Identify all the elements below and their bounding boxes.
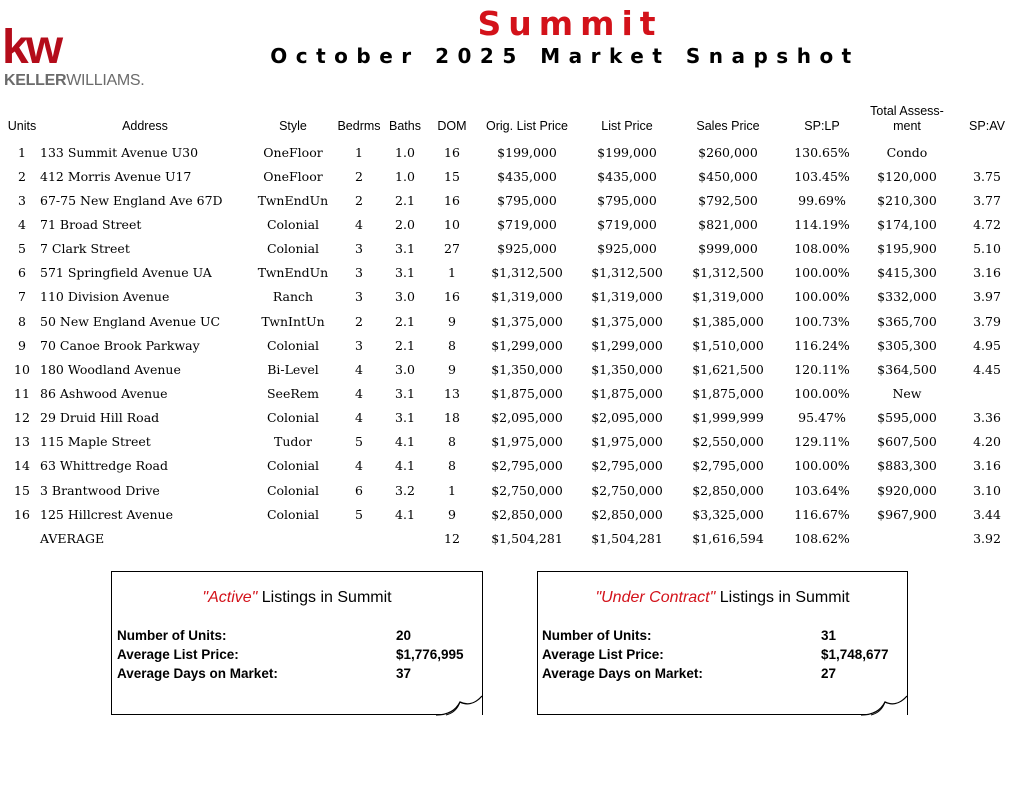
assessment-cell: $305,300 xyxy=(877,337,937,353)
kw-logo-mark: kw xyxy=(2,21,61,74)
contract-units-value: 31 xyxy=(821,628,837,643)
baths-cell: 4.1 xyxy=(395,506,415,522)
active-listings-box xyxy=(111,571,483,715)
list-price-cell: $1,350,000 xyxy=(591,361,663,377)
dom-cell: 18 xyxy=(444,410,460,426)
baths-cell: 3.0 xyxy=(395,361,415,377)
sp-av-cell: 3.97 xyxy=(973,289,1001,305)
col-header-baths: Baths xyxy=(389,119,421,133)
sales-price-cell: $792,500 xyxy=(698,192,758,208)
orig-list-price-cell: $719,000 xyxy=(497,216,557,232)
sp-lp-cell: 114.19% xyxy=(794,216,850,232)
orig-list-price-cell: $2,850,000 xyxy=(491,506,563,522)
address-cell: 412 Morris Avenue U17 xyxy=(40,168,192,184)
list-price-cell: $1,312,500 xyxy=(591,265,663,281)
list-price-cell: $1,375,000 xyxy=(591,313,663,329)
sales-price-cell: $999,000 xyxy=(698,241,758,257)
orig-list-price-cell: $2,095,000 xyxy=(491,410,563,426)
address-cell: 70 Canoe Brook Parkway xyxy=(40,337,200,353)
sp-lp-cell: 100.73% xyxy=(794,313,850,329)
sp-av-cell: 3.36 xyxy=(973,410,1001,426)
table-row xyxy=(4,454,1024,478)
col-header-orig-list-price: Orig. List Price xyxy=(486,119,568,133)
table-row xyxy=(4,261,1024,285)
col-header-style: Style xyxy=(279,119,307,133)
list-price-cell: $1,319,000 xyxy=(591,289,663,305)
orig-list-price-cell: $1,319,000 xyxy=(491,289,563,305)
dom-cell: 16 xyxy=(444,144,460,160)
style-cell: OneFloor xyxy=(263,144,323,160)
contract-units-label: Number of Units: xyxy=(542,628,652,643)
contract-price-label: Average List Price: xyxy=(542,647,664,662)
bedrooms-cell: 4 xyxy=(355,385,363,401)
sp-lp-cell: 103.64% xyxy=(794,482,850,498)
address-cell: 180 Woodland Avenue xyxy=(40,361,181,377)
col-header-sp-lp: SP:LP xyxy=(804,119,840,133)
unit-cell: 10 xyxy=(14,361,30,377)
baths-cell: 2.0 xyxy=(395,216,415,232)
page-title: Summit xyxy=(477,4,663,43)
unit-cell: 4 xyxy=(18,216,26,232)
sales-price-cell: $1,312,500 xyxy=(692,265,764,281)
assessment-cell: $883,300 xyxy=(877,458,937,474)
assessment-cell: $364,500 xyxy=(877,361,937,377)
table-row xyxy=(4,309,1024,333)
bedrooms-cell: 2 xyxy=(355,168,363,184)
active-box-title-emphasis: "Active" xyxy=(202,589,258,606)
col-header-assess-line1: Total Assess- xyxy=(870,104,944,118)
unit-cell: 7 xyxy=(18,289,26,305)
address-cell: 110 Division Avenue xyxy=(40,289,170,305)
orig-list-price-cell: $1,299,000 xyxy=(491,337,563,353)
logo-reg-mark: . xyxy=(140,72,145,89)
unit-cell: 14 xyxy=(14,458,30,474)
style-cell xyxy=(250,526,336,550)
address-cell: 67-75 New England Ave 67D xyxy=(40,192,223,208)
sp-lp-cell: 100.00% xyxy=(794,458,850,474)
baths-cell: 2.1 xyxy=(395,192,415,208)
baths-cell: 4.1 xyxy=(395,434,415,450)
contract-box-title-rest: Listings in Summit xyxy=(715,589,850,606)
orig-list-price-cell: $2,750,000 xyxy=(491,482,563,498)
dom-cell: 8 xyxy=(448,337,456,353)
assessment-cell: $195,900 xyxy=(877,241,937,257)
sales-price-cell: $1,319,000 xyxy=(692,289,764,305)
sp-av-cell: 3.16 xyxy=(973,458,1001,474)
table-row xyxy=(4,381,1024,405)
address-cell: 3 Brantwood Drive xyxy=(40,482,160,498)
table-row xyxy=(4,188,1024,212)
sales-price-cell: $2,550,000 xyxy=(692,434,764,450)
dom-cell: 8 xyxy=(448,458,456,474)
dom-cell: 27 xyxy=(444,241,460,257)
bedrooms-cell: 3 xyxy=(355,337,363,353)
address-cell: 86 Ashwood Avenue xyxy=(40,385,168,401)
list-price-cell: $719,000 xyxy=(597,216,657,232)
unit-cell: 16 xyxy=(14,506,30,522)
active-box-title xyxy=(112,589,482,607)
address-cell: 125 Hillcrest Avenue xyxy=(40,506,173,522)
baths-cell: 3.1 xyxy=(395,241,415,257)
list-price-cell: $1,299,000 xyxy=(591,337,663,353)
unit-cell: 1 xyxy=(18,144,26,160)
sp-lp-cell: 100.00% xyxy=(794,385,850,401)
sp-av-cell xyxy=(950,140,1024,164)
dom-cell: 1 xyxy=(448,265,456,281)
baths-cell: 2.1 xyxy=(395,313,415,329)
unit-cell: 3 xyxy=(18,192,26,208)
unit-cell: 6 xyxy=(18,265,26,281)
bedrooms-cell: 5 xyxy=(355,434,363,450)
orig-list-price-cell: $1,875,000 xyxy=(491,385,563,401)
unit-cell: 2 xyxy=(18,168,26,184)
style-cell: Bi-Level xyxy=(267,361,319,377)
assessment-cell: $174,100 xyxy=(877,216,937,232)
col-header-sales-price: Sales Price xyxy=(696,119,760,133)
dom-cell: 15 xyxy=(444,168,460,184)
sp-lp-cell: 116.67% xyxy=(794,506,850,522)
contract-price-value: $1,748,677 xyxy=(821,647,889,662)
col-header-assess-line2: ment xyxy=(893,119,921,133)
sp-av-cell: 3.79 xyxy=(973,313,1001,329)
style-cell: Tudor xyxy=(274,434,312,450)
bedrooms-cell: 4 xyxy=(355,458,363,474)
contract-dom-label: Average Days on Market: xyxy=(542,666,703,681)
baths-cell: 3.2 xyxy=(395,482,415,498)
style-cell: Colonial xyxy=(266,458,320,474)
unit-cell xyxy=(4,526,40,550)
orig-list-price-cell: $925,000 xyxy=(497,241,557,257)
active-units-label: Number of Units: xyxy=(117,628,227,643)
sales-price-cell: $1,385,000 xyxy=(692,313,764,329)
unit-cell: 12 xyxy=(14,410,30,426)
sp-lp-cell: 108.62% xyxy=(794,530,850,546)
address-cell: 7 Clark Street xyxy=(40,241,130,257)
sales-price-cell: $2,795,000 xyxy=(692,458,764,474)
table-row xyxy=(4,357,1024,381)
assessment-cell: $210,300 xyxy=(877,192,937,208)
sales-price-cell: $1,999,999 xyxy=(692,410,764,426)
orig-list-price-cell: $1,975,000 xyxy=(491,434,563,450)
orig-list-price-cell: $1,312,500 xyxy=(491,265,563,281)
sales-price-cell: $260,000 xyxy=(698,144,758,160)
dom-cell: 1 xyxy=(448,482,456,498)
keller-williams-logo xyxy=(2,21,152,94)
sales-price-cell: $821,000 xyxy=(698,216,758,232)
baths-cell: 4.1 xyxy=(395,458,415,474)
col-header-address: Address xyxy=(122,119,168,133)
col-header-list-price: List Price xyxy=(601,119,653,133)
average-row xyxy=(4,526,1024,550)
style-cell: SeeRem xyxy=(266,385,320,401)
unit-cell: 13 xyxy=(14,434,30,450)
address-cell: 29 Druid Hill Road xyxy=(40,410,160,426)
sp-av-cell: 3.10 xyxy=(973,482,1001,498)
style-cell: Colonial xyxy=(266,410,320,426)
bedrooms-cell: 3 xyxy=(355,241,363,257)
contract-box-title xyxy=(538,589,907,607)
table-row xyxy=(4,140,1024,164)
style-cell: Colonial xyxy=(266,241,320,257)
unit-cell: 11 xyxy=(14,385,30,401)
table-row xyxy=(4,164,1024,188)
address-cell: 63 Whittredge Road xyxy=(40,458,168,474)
sp-av-cell: 3.75 xyxy=(973,168,1001,184)
list-price-cell: $2,850,000 xyxy=(591,506,663,522)
dom-cell: 9 xyxy=(448,313,456,329)
dom-cell: 16 xyxy=(444,192,460,208)
dom-cell: 16 xyxy=(444,289,460,305)
bedrooms-cell xyxy=(336,526,382,550)
table-row xyxy=(4,285,1024,309)
style-cell: OneFloor xyxy=(263,168,323,184)
assessment-cell: $595,000 xyxy=(877,410,937,426)
table-row xyxy=(4,333,1024,357)
sp-lp-cell: 95.47% xyxy=(798,410,846,426)
address-cell: 71 Broad Street xyxy=(40,216,142,232)
bedrooms-cell: 4 xyxy=(355,216,363,232)
unit-cell: 5 xyxy=(18,241,26,257)
sales-price-cell: $450,000 xyxy=(698,168,758,184)
assessment-cell: $607,500 xyxy=(877,434,937,450)
bedrooms-cell: 2 xyxy=(355,313,363,329)
address-cell: 571 Springfield Avenue UA xyxy=(40,265,212,281)
orig-list-price-cell: $1,504,281 xyxy=(491,530,563,546)
baths-cell: 1.0 xyxy=(395,144,415,160)
logo-wordmark-bold: KELLER xyxy=(4,72,67,89)
dom-cell: 9 xyxy=(448,506,456,522)
sales-price-cell: $1,616,594 xyxy=(692,530,764,546)
active-units-value: 20 xyxy=(396,628,412,643)
address-cell: 133 Summit Avenue U30 xyxy=(40,144,199,160)
dom-cell: 8 xyxy=(448,434,456,450)
style-cell: TwnEndUn xyxy=(257,265,329,281)
assessment-cell: New xyxy=(892,385,922,401)
address-cell: AVERAGE xyxy=(40,530,105,546)
bedrooms-cell: 3 xyxy=(355,289,363,305)
table-row xyxy=(4,430,1024,454)
bedrooms-cell: 4 xyxy=(355,361,363,377)
active-price-label: Average List Price: xyxy=(117,647,239,662)
unit-cell: 8 xyxy=(18,313,26,329)
list-price-cell: $2,750,000 xyxy=(591,482,663,498)
table-body xyxy=(4,140,1024,550)
sp-av-cell: 3.16 xyxy=(973,265,1001,281)
assessment-cell: $120,000 xyxy=(877,168,937,184)
sp-lp-cell: 120.11% xyxy=(794,361,850,377)
sp-av-cell: 4.72 xyxy=(973,216,1001,232)
table-row xyxy=(4,212,1024,236)
sp-lp-cell: 129.11% xyxy=(794,434,850,450)
assessment-cell: Condo xyxy=(886,144,928,160)
style-cell: TwnIntUn xyxy=(261,313,325,329)
sales-price-cell: $1,875,000 xyxy=(692,385,764,401)
sp-lp-cell: 130.65% xyxy=(794,144,850,160)
logo-wordmark-rest: WILLIAMS xyxy=(66,72,141,89)
baths-cell: 2.1 xyxy=(395,337,415,353)
dom-cell: 9 xyxy=(448,361,456,377)
orig-list-price-cell: $1,375,000 xyxy=(491,313,563,329)
list-price-cell: $1,875,000 xyxy=(591,385,663,401)
style-cell: TwnEndUn xyxy=(257,192,329,208)
list-price-cell: $925,000 xyxy=(597,241,657,257)
style-cell: Colonial xyxy=(266,506,320,522)
orig-list-price-cell: $1,350,000 xyxy=(491,361,563,377)
assessment-cell: $415,300 xyxy=(877,265,937,281)
table-row xyxy=(4,237,1024,261)
bedrooms-cell: 5 xyxy=(355,506,363,522)
sales-price-cell: $1,621,500 xyxy=(692,361,764,377)
list-price-cell: $2,095,000 xyxy=(591,410,663,426)
col-header-units: Units xyxy=(7,119,37,133)
sp-av-cell xyxy=(950,381,1024,405)
under-contract-listings-box xyxy=(537,571,908,715)
sp-av-cell: 3.44 xyxy=(973,506,1001,522)
address-cell: 115 Maple Street xyxy=(40,434,151,450)
page-curl-icon xyxy=(859,694,909,716)
list-price-cell: $795,000 xyxy=(597,192,657,208)
style-cell: Ranch xyxy=(272,289,314,305)
col-header-total-assessment xyxy=(864,94,950,140)
sp-av-cell: 4.20 xyxy=(973,434,1001,450)
bedrooms-cell: 1 xyxy=(355,144,363,160)
page-curl-icon xyxy=(434,694,484,716)
baths-cell: 1.0 xyxy=(395,168,415,184)
sp-av-cell: 4.45 xyxy=(973,361,1001,377)
sp-lp-cell: 100.00% xyxy=(794,265,850,281)
style-cell: Colonial xyxy=(266,482,320,498)
orig-list-price-cell: $795,000 xyxy=(497,192,557,208)
sales-price-cell: $2,850,000 xyxy=(692,482,764,498)
sp-lp-cell: 116.24% xyxy=(794,337,850,353)
list-price-cell: $1,975,000 xyxy=(591,434,663,450)
assessment-cell xyxy=(864,526,950,550)
dom-cell: 13 xyxy=(444,385,460,401)
sp-av-cell: 4.95 xyxy=(973,337,1001,353)
orig-list-price-cell: $2,795,000 xyxy=(491,458,563,474)
active-box-title-rest: Listings in Summit xyxy=(257,589,392,606)
baths-cell: 3.1 xyxy=(395,385,415,401)
baths-cell: 3.0 xyxy=(395,289,415,305)
orig-list-price-cell: $199,000 xyxy=(497,144,557,160)
dom-cell: 10 xyxy=(444,216,460,232)
list-price-cell: $435,000 xyxy=(597,168,657,184)
bedrooms-cell: 2 xyxy=(355,192,363,208)
active-price-value: $1,776,995 xyxy=(396,647,464,662)
list-price-cell: $199,000 xyxy=(597,144,657,160)
assessment-cell: $920,000 xyxy=(877,482,937,498)
list-price-cell: $2,795,000 xyxy=(591,458,663,474)
sp-lp-cell: 99.69% xyxy=(798,192,846,208)
assessment-cell: $365,700 xyxy=(877,313,937,329)
style-cell: Colonial xyxy=(266,216,320,232)
sp-lp-cell: 103.45% xyxy=(794,168,850,184)
active-dom-label: Average Days on Market: xyxy=(117,666,278,681)
dom-cell: 12 xyxy=(444,530,460,546)
sp-lp-cell: 100.00% xyxy=(794,289,850,305)
contract-dom-value: 27 xyxy=(821,666,837,681)
sales-price-cell: $3,325,000 xyxy=(692,506,764,522)
sales-price-cell: $1,510,000 xyxy=(692,337,764,353)
address-cell: 50 New England Avenue UC xyxy=(40,313,221,329)
baths-cell: 3.1 xyxy=(395,410,415,426)
baths-cell xyxy=(382,526,428,550)
contract-box-title-emphasis: "Under Contract" xyxy=(595,589,716,606)
col-header-bedrms: Bedrms xyxy=(337,119,381,133)
table-row xyxy=(4,478,1024,502)
logo-wordmark xyxy=(4,72,144,90)
active-dom-value: 37 xyxy=(396,666,412,681)
sales-table xyxy=(4,94,1024,550)
style-cell: Colonial xyxy=(266,337,320,353)
bedrooms-cell: 4 xyxy=(355,410,363,426)
table-row xyxy=(4,502,1024,526)
sp-lp-cell: 108.00% xyxy=(794,241,850,257)
bedrooms-cell: 3 xyxy=(355,265,363,281)
assessment-cell: $967,900 xyxy=(877,506,937,522)
page-subtitle: October 2025 Market Snapshot xyxy=(270,44,860,68)
table-header-row xyxy=(4,94,1024,140)
unit-cell: 9 xyxy=(18,337,26,353)
unit-cell: 15 xyxy=(14,482,30,498)
list-price-cell: $1,504,281 xyxy=(591,530,663,546)
baths-cell: 3.1 xyxy=(395,265,415,281)
col-header-sp-av: SP:AV xyxy=(969,119,1005,133)
table-row xyxy=(4,406,1024,430)
sp-av-cell: 3.92 xyxy=(973,530,1001,546)
orig-list-price-cell: $435,000 xyxy=(497,168,557,184)
bedrooms-cell: 6 xyxy=(355,482,363,498)
sp-av-cell: 3.77 xyxy=(973,192,1001,208)
sp-av-cell: 5.10 xyxy=(973,241,1001,257)
col-header-dom: DOM xyxy=(437,119,467,133)
assessment-cell: $332,000 xyxy=(877,289,937,305)
